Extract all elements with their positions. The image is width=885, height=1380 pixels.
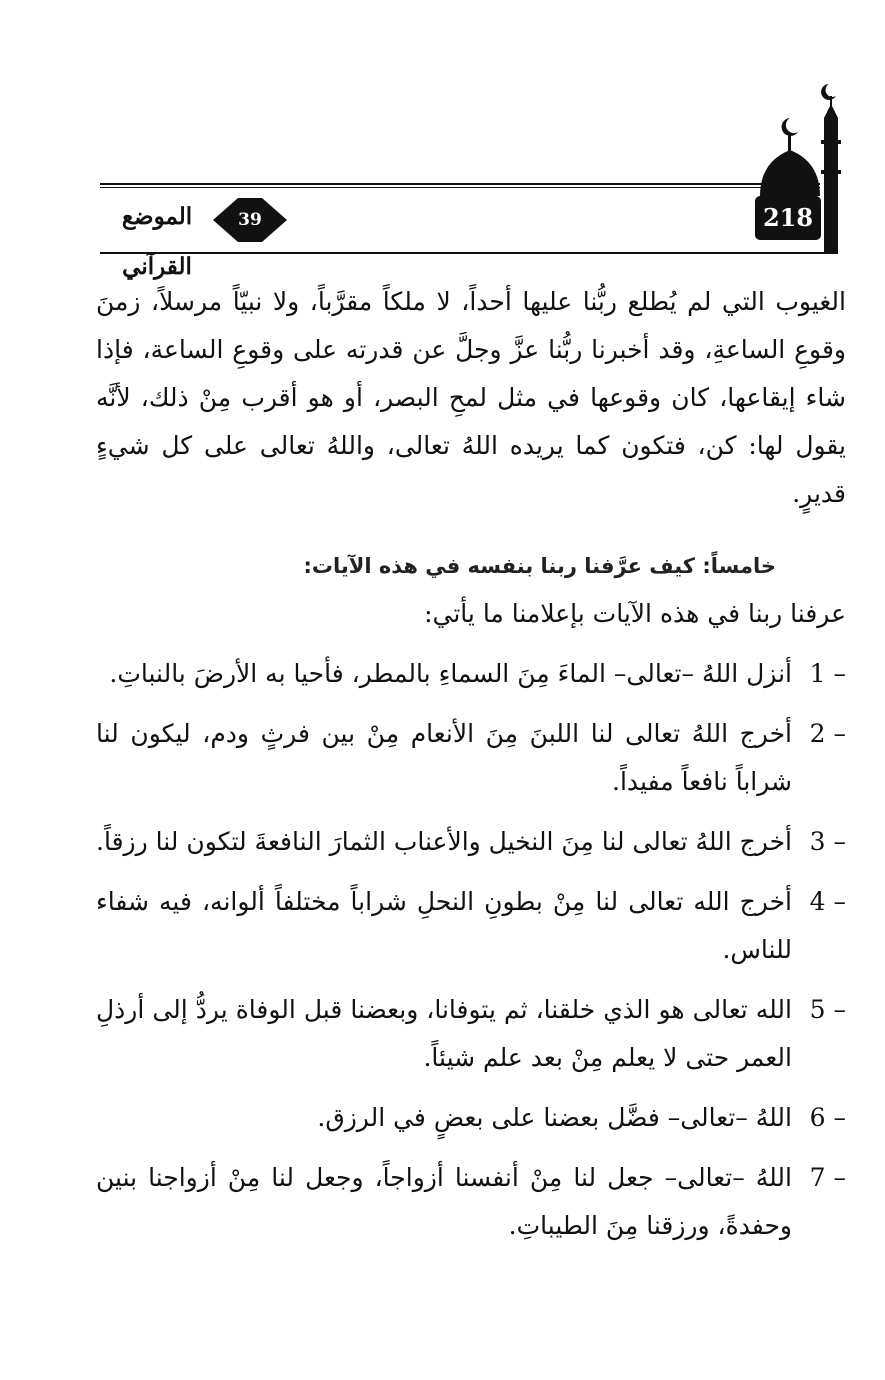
list-item-number: 2 – xyxy=(809,719,846,748)
list-item xyxy=(96,650,846,698)
body-paragraph: الغيوب التي لم يُطلع ربُّنا عليها أحداً، لا ملكاً مقرَّباً، ولا نبيّاً مرسلاً، زمنَ وقوعِ الساعةِ، وقد أخبرنا ربُّنا عزَّ وجلَّ عن قدرته على وقوعِ الساعة، فإذا شاء إيقاعها، كان وقوعها في مثل لمحِ البصر، أو هو أقرب مِنْ ذلك، لأنَّه يقول لها: كن، فتكون كما يريده اللهُ تعالى، واللهُ تعالى على كل شيءٍ قديرٍ. xyxy=(96,287,846,508)
list-item-text: أخرج الله تعالى لنا مِنْ بطونِ النحلِ شراباً مختلفاً ألوانه، فيه شفاء للناس. xyxy=(96,887,792,964)
list-item-text: اللهُ –تعالى– جعل لنا مِنْ أنفسنا أزواجاً، وجعل لنا مِنْ أزواجنا بنين وحفدةً، ورزقنا مِنَ الطيباتِ. xyxy=(96,1163,792,1240)
page-body xyxy=(96,278,846,1250)
list-item xyxy=(96,986,846,1082)
list-item-number: 5 – xyxy=(809,995,846,1024)
list-item xyxy=(96,878,846,974)
list-item-text: أنزل اللهُ –تعالى– الماءَ مِنَ السماءِ بالمطر، فأحيا به الأرضَ بالنباتِ. xyxy=(109,659,792,688)
list-item-number: 7 – xyxy=(809,1163,846,1192)
list-item-text: الله تعالى هو الذي خلقنا، ثم يتوفانا، وبعضنا قبل الوفاة يردُّ إلى أرذلِ العمر حتى لا يعلم مِنْ بعد علم شيئاً. xyxy=(96,995,792,1072)
list-item-text: أخرج اللهُ تعالى لنا اللبنَ مِنَ الأنعام مِنْ بين فرثٍ ودم، ليكون لنا شراباً نافعاً مفيداً. xyxy=(96,719,792,796)
section-heading: خامساً: كيف عرَّفنا ربنا بنفسه في هذه الآيات: xyxy=(303,554,776,578)
list-item-number: 6 – xyxy=(809,1103,846,1132)
header-title: الموضع القرآني xyxy=(121,203,193,280)
intro-line: عرفنا ربنا في هذه الآيات بإعلامنا ما يأتي: xyxy=(424,599,846,628)
list-item-text: أخرج اللهُ تعالى لنا مِنَ النخيل والأعناب الثمارَ النافعةَ لتكون لنا رزقاً. xyxy=(96,827,792,856)
list-item xyxy=(96,818,846,866)
list-item-text: اللهُ –تعالى– فضَّل بعضنا على بعضٍ في الرزق. xyxy=(317,1103,792,1132)
list-item-number: 4 – xyxy=(809,887,846,916)
list-item-number: 1 – xyxy=(809,659,846,688)
list-item xyxy=(96,1154,846,1250)
list-item-number: 3 – xyxy=(809,827,846,856)
chapter-number: 39 xyxy=(238,210,262,230)
list-item xyxy=(96,1094,846,1142)
list-item xyxy=(96,710,846,806)
page-number: 218 xyxy=(762,203,814,232)
page-header xyxy=(0,0,885,280)
